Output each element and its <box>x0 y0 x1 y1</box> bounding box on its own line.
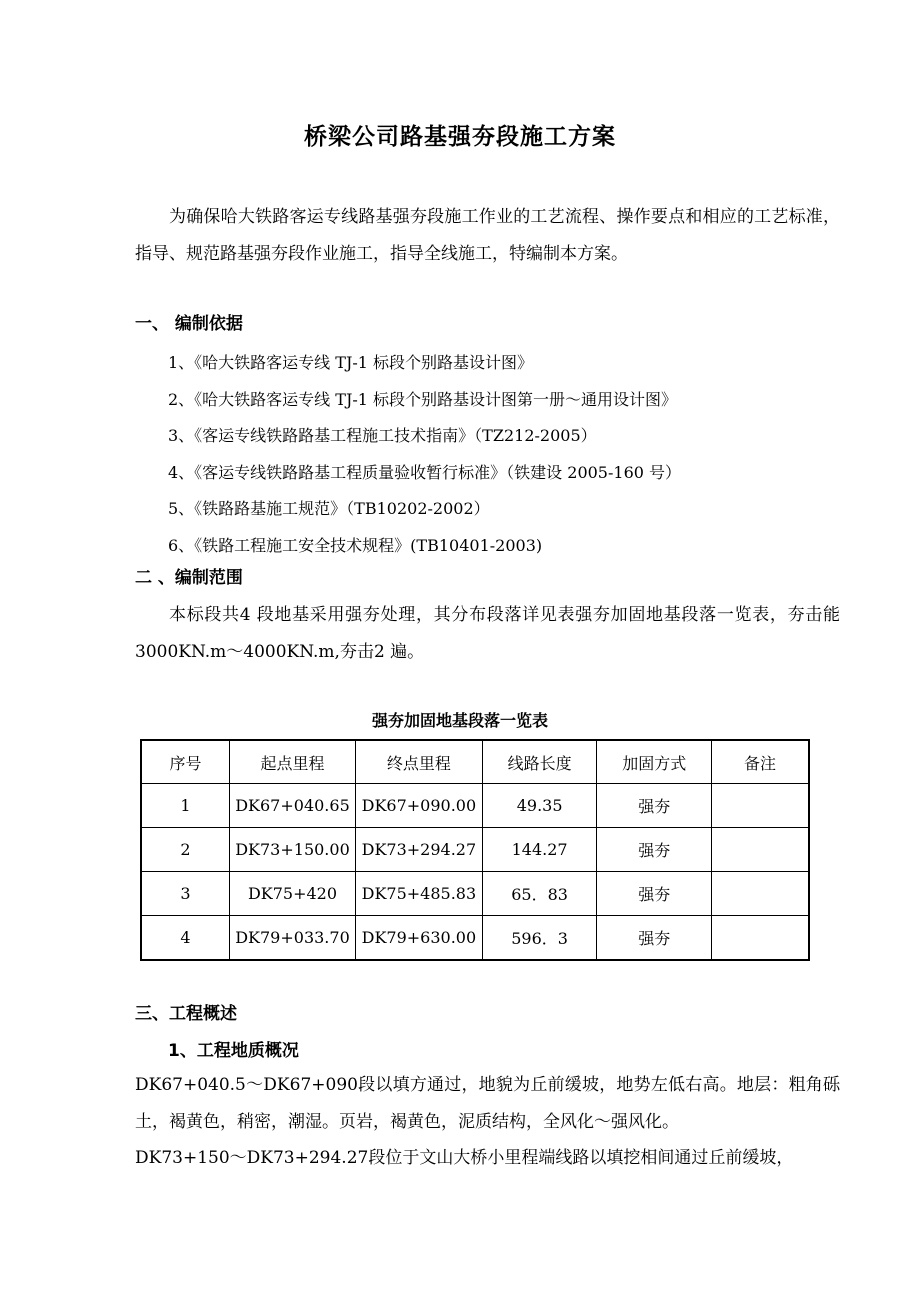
table-cell: 2 <box>141 828 230 872</box>
table-cell: DK79+630.00 <box>355 916 482 961</box>
table-cell: DK79+033.70 <box>230 916 356 961</box>
reference-item: 4、《客运专线铁路路基工程质量验收暂行标准》（铁建设 2005-160 号） <box>168 462 682 482</box>
table-cell: 65．83 <box>482 872 597 916</box>
table-cell <box>711 872 809 916</box>
header-cell: 加固方式 <box>597 740 712 784</box>
geology-paragraph-1: DK67+040.5～DK67+090段以填方通过，地貌为丘前缓坡，地势左低右高。地层：粗角砾土，褐黄色，稍密，潮湿。页岩，褐黄色，泥质结构，全风化～强风化。 <box>135 1075 840 1132</box>
table-cell: 强夯 <box>597 916 712 961</box>
table-cell: 144.27 <box>482 828 597 872</box>
table-cell: 1 <box>141 784 230 828</box>
table-cell: 596．3 <box>482 916 597 961</box>
table-cell: DK67+040.65 <box>230 784 356 828</box>
table-cell: DK75+485.83 <box>355 872 482 916</box>
table-cell: 强夯 <box>597 872 712 916</box>
table-row <box>141 784 809 828</box>
header-cell: 线路长度 <box>482 740 597 784</box>
table-cell <box>711 828 809 872</box>
reference-list <box>168 345 681 565</box>
table-cell <box>711 784 809 828</box>
table-cell: 3 <box>141 872 230 916</box>
reference-item: 2、《哈大铁路客运专线 TJ-1 标段个别路基设计图第一册～通用设计图》 <box>168 389 678 409</box>
table-caption: 强夯加固地基段落一览表 <box>371 711 548 730</box>
table-cell: DK73+294.27 <box>355 828 482 872</box>
section2-paragraph: 本标段共4 段地基采用强夯处理，其分布段落详见表强夯加固地基段落一览表，夯击能3000KN.m～4000KN.m,夯击2 遍。 <box>135 605 840 662</box>
section3-heading: 三、工程概述 <box>135 1004 237 1024</box>
table-cell: 强夯 <box>597 828 712 872</box>
reference-item: 6、《铁路工程施工安全技术规程》(TB10401-2003) <box>168 535 543 555</box>
section3-sub-heading: 1、工程地质概况 <box>168 1041 299 1061</box>
reference-item: 1、《哈大铁路客运专线 TJ-1 标段个别路基设计图》 <box>168 353 534 372</box>
table-cell: DK75+420 <box>230 872 356 916</box>
document-title: 桥梁公司路基强夯段施工方案 <box>304 124 616 150</box>
header-cell: 终点里程 <box>355 740 482 784</box>
reference-item: 5、《铁路路基施工规范》（TB10202-2002） <box>168 499 490 519</box>
section1-heading: 一、 编制依据 <box>135 314 243 334</box>
header-cell: 起点里程 <box>230 740 356 784</box>
table-cell <box>711 916 809 961</box>
table-cell: DK73+150.00 <box>230 828 356 872</box>
table-cell: 强夯 <box>597 784 712 828</box>
segment-table <box>140 739 810 961</box>
table-cell: 4 <box>141 916 230 961</box>
table-cell: DK67+090.00 <box>355 784 482 828</box>
intro-paragraph: 为确保哈大铁路客运专线路基强夯段施工作业的工艺流程、操作要点和相应的工艺标准，指导、规范路基强夯段作业施工，指导全线施工，特编制本方案。 <box>135 207 840 264</box>
table-cell: 49.35 <box>482 784 597 828</box>
table-header-row <box>141 740 809 784</box>
reference-item: 3、《客运专线铁路路基工程施工技术指南》（TZ212-2005） <box>168 426 597 446</box>
table-row <box>141 916 809 961</box>
header-cell: 序号 <box>141 740 230 784</box>
header-cell: 备注 <box>711 740 809 784</box>
table-row <box>141 872 809 916</box>
geology-paragraph-2: DK73+150～DK73+294.27段位于文山大桥小里程端线路以填挖相间通过丘前缓坡， <box>135 1148 794 1168</box>
section2-heading: 二 、编制范围 <box>135 568 243 588</box>
table-row <box>141 828 809 872</box>
